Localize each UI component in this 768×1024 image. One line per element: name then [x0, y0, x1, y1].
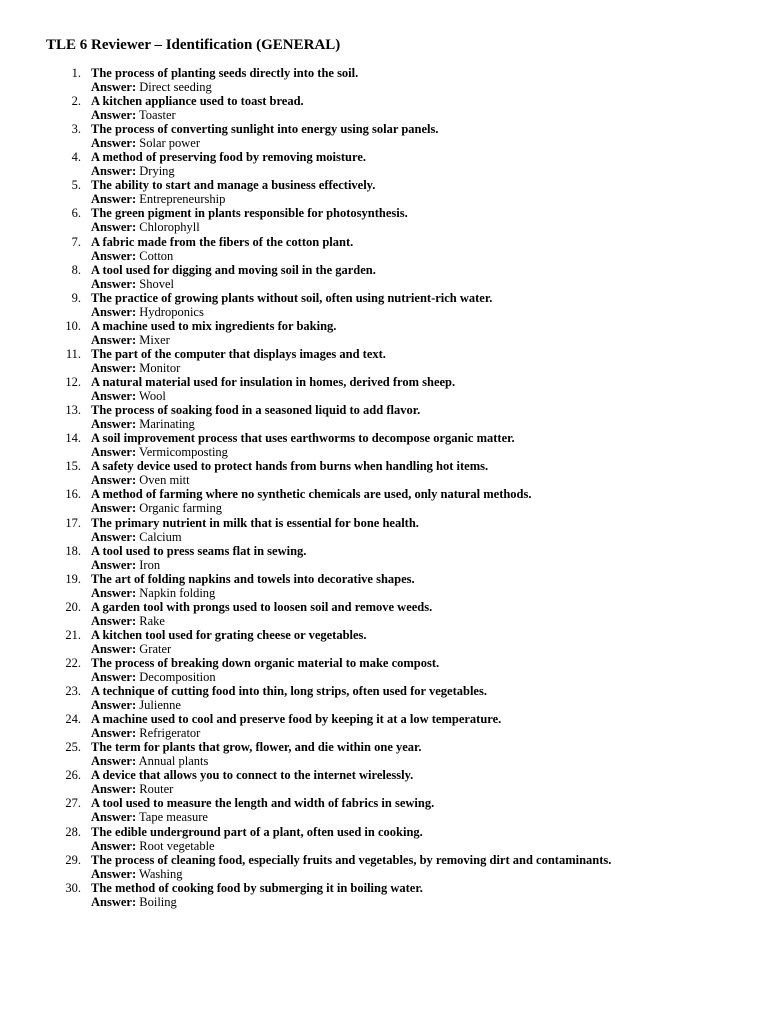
answer-label: Answer:: [91, 754, 137, 769]
answer-label: Answer:: [91, 304, 137, 319]
answer-line: [91, 220, 200, 234]
answer-value: Root vegetable: [139, 838, 215, 853]
item-number: 11.: [65, 346, 81, 361]
question-text: A tool used for digging and moving soil in the garden.: [91, 262, 376, 277]
question-text: A method of preserving food by removing moisture.: [91, 150, 366, 165]
list-item: [0, 178, 768, 206]
answer-value: Wool: [139, 389, 166, 404]
item-number: 6.: [71, 206, 81, 221]
list-item: [0, 712, 768, 740]
answer-value: Oven mitt: [139, 473, 190, 488]
item-number: 5.: [71, 178, 81, 193]
answer-value: Grater: [139, 641, 172, 656]
question-text: A fabric made from the fibers of the cotton plant.: [91, 234, 354, 249]
list-item: [0, 487, 768, 515]
item-number: 4.: [71, 150, 81, 165]
list-item: [0, 881, 768, 909]
answer-label: Answer:: [91, 782, 137, 797]
item-number: 23.: [65, 684, 81, 699]
answer-line: [91, 642, 171, 656]
answer-line: [91, 108, 176, 122]
answer-label: Answer:: [91, 894, 137, 909]
answer-line: [91, 895, 177, 909]
page-title: TLE 6 Reviewer – Identification (GENERAL): [46, 37, 341, 53]
question-list: [0, 66, 768, 909]
list-item: [0, 825, 768, 853]
list-item: [0, 263, 768, 291]
answer-label: Answer:: [91, 698, 137, 713]
answer-line: [91, 810, 208, 824]
answer-value: Router: [139, 782, 174, 797]
answer-value: Boiling: [139, 894, 177, 909]
question-text: A tool used to measure the length and width of fabrics in sewing.: [91, 796, 435, 811]
item-number: 8.: [71, 262, 81, 277]
answer-label: Answer:: [91, 810, 137, 825]
answer-value: Shovel: [139, 276, 174, 291]
answer-label: Answer:: [91, 136, 137, 151]
answer-line: [91, 586, 215, 600]
answer-value: Drying: [139, 164, 175, 179]
question-text: A method of farming where no synthetic chemicals are used, only natural methods.: [91, 487, 532, 502]
item-number: 14.: [65, 431, 81, 446]
answer-label: Answer:: [91, 220, 137, 235]
list-item: [0, 206, 768, 234]
list-item: [0, 459, 768, 487]
question-text: The edible underground part of a plant, often used in cooking.: [91, 824, 423, 839]
question-text: A device that allows you to connect to the internet wirelessly.: [91, 768, 414, 783]
answer-label: Answer:: [91, 473, 137, 488]
answer-value: Organic farming: [139, 501, 222, 516]
answer-label: Answer:: [91, 726, 137, 741]
question-text: The part of the computer that displays images and text.: [91, 346, 386, 361]
answer-label: Answer:: [91, 332, 137, 347]
answer-value: Toaster: [139, 108, 176, 123]
item-number: 28.: [65, 824, 81, 839]
answer-line: [91, 670, 216, 684]
item-number: 21.: [65, 627, 81, 642]
list-item: [0, 94, 768, 122]
answer-value: Monitor: [139, 360, 181, 375]
question-text: A garden tool with prongs used to loosen soil and remove weeds.: [91, 599, 433, 614]
item-number: 22.: [65, 655, 81, 670]
answer-value: Hydroponics: [139, 304, 204, 319]
question-text: The term for plants that grow, flower, and die within one year.: [91, 740, 422, 755]
answer-value: Calcium: [139, 529, 182, 544]
question-text: The primary nutrient in milk that is essential for bone health.: [91, 515, 419, 530]
answer-value: Cotton: [139, 248, 174, 263]
question-text: The process of planting seeds directly into the soil.: [91, 66, 359, 80]
answer-label: Answer:: [91, 192, 137, 207]
answer-line: [91, 558, 160, 572]
answer-label: Answer:: [91, 389, 137, 404]
answer-line: [91, 417, 195, 431]
question-text: A natural material used for insulation in homes, derived from sheep.: [91, 375, 456, 390]
item-number: 20.: [65, 599, 81, 614]
answer-label: Answer:: [91, 866, 137, 881]
question-text: The method of cooking food by submerging it in boiling water.: [91, 880, 423, 895]
answer-line: [91, 530, 182, 544]
answer-value: Napkin folding: [139, 585, 216, 600]
answer-value: Marinating: [139, 417, 195, 432]
question-text: A technique of cutting food into thin, long strips, often used for vegetables.: [91, 684, 487, 699]
list-item: [0, 600, 768, 628]
answer-line: [91, 754, 208, 768]
item-number: 16.: [65, 487, 81, 502]
answer-line: [91, 361, 180, 375]
answer-value: Rake: [139, 613, 165, 628]
list-item: [0, 235, 768, 263]
answer-line: [91, 333, 170, 347]
answer-label: Answer:: [91, 164, 137, 179]
answer-label: Answer:: [91, 585, 137, 600]
question-text: A tool used to press seams flat in sewing.: [91, 543, 307, 558]
answer-line: [91, 698, 181, 712]
answer-line: [91, 726, 200, 740]
question-text: A safety device used to protect hands from burns when handling hot items.: [91, 459, 489, 474]
answer-value: Iron: [139, 557, 161, 572]
answer-label: Answer:: [91, 276, 137, 291]
answer-line: [91, 164, 175, 178]
answer-label: Answer:: [91, 613, 137, 628]
answer-value: Mixer: [139, 332, 170, 347]
answer-label: Answer:: [91, 248, 137, 263]
answer-line: [91, 867, 182, 881]
list-item: [0, 853, 768, 881]
answer-value: Washing: [139, 866, 183, 881]
list-item: [0, 150, 768, 178]
answer-line: [91, 305, 204, 319]
item-number: 29.: [65, 852, 81, 867]
answer-line: [91, 249, 173, 263]
answer-line: [91, 501, 222, 515]
answer-value: Vermicomposting: [139, 445, 228, 460]
list-item: [0, 684, 768, 712]
question-text: The practice of growing plants without soil, often using nutrient-rich water.: [91, 290, 493, 305]
list-item: [0, 122, 768, 150]
answer-label: Answer:: [91, 557, 137, 572]
answer-line: [91, 473, 190, 487]
question-text: A soil improvement process that uses earthworms to decompose organic matter.: [91, 431, 515, 446]
list-item: [0, 375, 768, 403]
answer-label: Answer:: [91, 108, 137, 123]
item-number: 10.: [65, 318, 81, 333]
answer-value: Annual plants: [138, 754, 209, 769]
list-item: [0, 628, 768, 656]
answer-line: [91, 445, 228, 459]
question-text: The process of cleaning food, especially fruits and vegetables, by removing dirt and contaminants.: [91, 852, 612, 867]
answer-value: Solar power: [139, 136, 201, 151]
answer-value: Refrigerator: [139, 726, 201, 741]
list-item: [0, 572, 768, 600]
answer-value: Entrepreneurship: [139, 192, 226, 207]
list-item: [0, 796, 768, 824]
question-text: The art of folding napkins and towels into decorative shapes.: [91, 571, 415, 586]
list-item: [0, 66, 768, 94]
list-item: [0, 291, 768, 319]
list-item: [0, 516, 768, 544]
list-item: [0, 656, 768, 684]
item-number: 13.: [65, 403, 81, 418]
answer-label: Answer:: [91, 417, 137, 432]
item-number: 9.: [71, 290, 81, 305]
item-number: 3.: [71, 122, 81, 137]
question-text: A machine used to cool and preserve food by keeping it at a low temperature.: [91, 712, 502, 727]
list-item: [0, 347, 768, 375]
question-text: The ability to start and manage a business effectively.: [91, 178, 376, 193]
answer-line: [91, 839, 215, 853]
question-text: A machine used to mix ingredients for baking.: [91, 318, 337, 333]
list-item: [0, 319, 768, 347]
item-number: 25.: [65, 740, 81, 755]
answer-label: Answer:: [91, 360, 137, 375]
list-item: [0, 544, 768, 572]
item-number: 19.: [65, 571, 81, 586]
question-text: A kitchen tool used for grating cheese or vegetables.: [91, 627, 367, 642]
item-number: 12.: [65, 375, 81, 390]
item-number: 26.: [65, 768, 81, 783]
question-text: The green pigment in plants responsible for photosynthesis.: [91, 206, 408, 221]
answer-line: [91, 277, 174, 291]
item-number: 24.: [65, 712, 81, 727]
list-item: [0, 740, 768, 768]
question-text: The process of converting sunlight into energy using solar panels.: [91, 122, 439, 137]
question-text: The process of soaking food in a seasoned liquid to add flavor.: [91, 403, 421, 418]
answer-label: Answer:: [91, 529, 137, 544]
answer-value: Chlorophyll: [139, 220, 200, 235]
answer-line: [91, 782, 173, 796]
question-text: The process of breaking down organic material to make compost.: [91, 655, 440, 670]
answer-label: Answer:: [91, 669, 137, 684]
item-number: 27.: [65, 796, 81, 811]
answer-line: [91, 192, 225, 206]
answer-label: Answer:: [91, 838, 137, 853]
answer-line: [91, 136, 200, 150]
answer-label: Answer:: [91, 80, 137, 94]
answer-line: [91, 389, 166, 403]
item-number: 15.: [65, 459, 81, 474]
item-number: 17.: [65, 515, 81, 530]
answer-line: [91, 614, 165, 628]
answer-value: Decomposition: [139, 669, 216, 684]
answer-line: [91, 80, 212, 94]
item-number: 1.: [71, 66, 81, 80]
item-number: 18.: [65, 543, 81, 558]
answer-value: Direct seeding: [139, 80, 212, 94]
list-item: [0, 403, 768, 431]
answer-value: Tape measure: [139, 810, 208, 825]
answer-label: Answer:: [91, 445, 137, 460]
answer-label: Answer:: [91, 501, 137, 516]
item-number: 30.: [65, 880, 81, 895]
answer-label: Answer:: [91, 641, 137, 656]
item-number: 2.: [71, 94, 81, 109]
question-text: A kitchen appliance used to toast bread.: [91, 94, 304, 109]
list-item: [0, 768, 768, 796]
item-number: 7.: [71, 234, 81, 249]
answer-value: Julienne: [139, 698, 181, 713]
list-item: [0, 431, 768, 459]
